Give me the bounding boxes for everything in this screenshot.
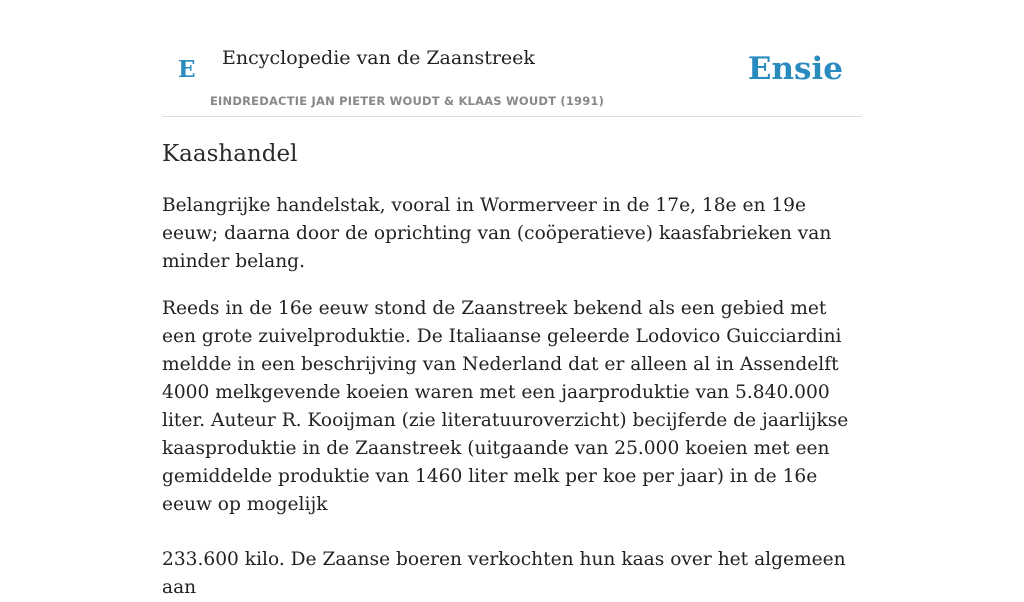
site-header bbox=[162, 0, 862, 117]
article-content bbox=[162, 138, 862, 602]
brand-logo[interactable]: Ensie bbox=[747, 51, 843, 87]
editors-credit: EINDREDACTIE JAN PIETER WOUDT & KLAAS WOUDT (1991) bbox=[210, 94, 605, 108]
article-title: Kaashandel bbox=[162, 141, 298, 167]
site-title[interactable]: Encyclopedie van de Zaanstreek bbox=[222, 47, 535, 69]
article-paragraph: Belangrijke handelstak, vooral in Wormerveer in de 17e, 18e en 19e eeuw; daarna door de oprichting van (coöperatieve) kaasfabrieken van minder belang. bbox=[162, 195, 832, 272]
site-logo[interactable]: E bbox=[178, 56, 196, 83]
article-paragraph: 233.600 kilo. De Zaanse boeren verkochten hun kaas over het algemeen aan bbox=[162, 549, 846, 598]
article-paragraph: Reeds in de 16e eeuw stond de Zaanstreek bekend als een gebied met een grote zuivelproduktie. De Italiaanse geleerde Lodovico Guicciardini meldde in een beschrijving van Nederland dat er alleen al in Assendelft 4000 melkgevende koeien waren met een jaarproduktie van 5.840.000 liter. Auteur R. Kooijman (zie literatuuroverzicht) becijferde de jaarlijkse kaasproduktie in de Zaanstreek (uitgaande van 25.000 koeien met een gemiddelde produktie van 1460 liter melk per koe per jaar) in de 16e eeuw op mogelijk bbox=[162, 298, 849, 515]
